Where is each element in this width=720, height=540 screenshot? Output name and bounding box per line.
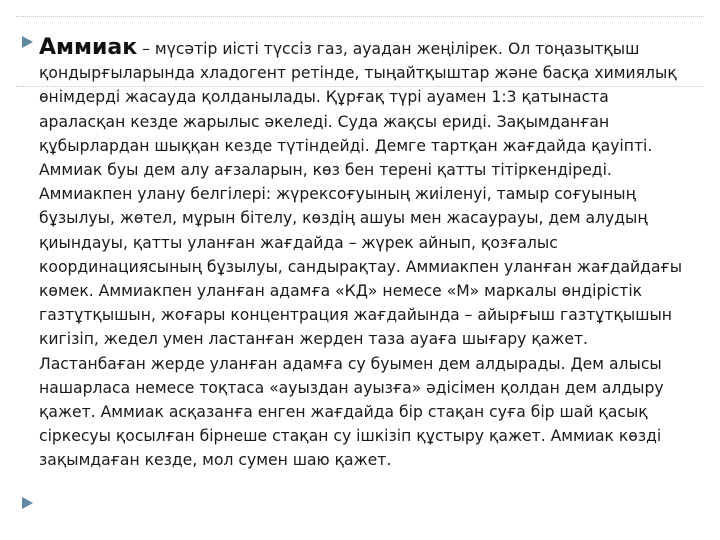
triangle-bullet-icon: [22, 497, 33, 509]
top-divider: [16, 16, 704, 17]
definition-text: мүсәтір иісті түссіз газ, ауадан жеңілірек. Ол тоңазытқыш қондырғыларында хладогент ретінде, тыңайтқыштар және басқа химиялық өнімдерді жасауда қолданылады. Құрғақ түрі ауамен 1:3 қатынаста араласқан кезде жарылыс әкеледі. Суда жақсы ериді. Зақымданған құбырлардан шыққан кезде түтіндейді. Демге тартқан жағдайда қауіпті. Аммиак буы дем алу ағзаларын, көз бен терені қатты тітіркендіреді. Аммиакпен улану белгілері: жүрексоғуының жиіленуі, тамыр соғуының бұзылуы, жөтел, мұрын бітелу, көздің ашуы мен жасаурауы, дем алудың қиындауы, қатты уланған жағдайда – жүрек айнып, қозғалыс координациясының бұзылуы, сандырақтау. Аммиакпен уланған жағдайдағы көмек. Аммиакпен уланған адамға «КД» немесе «М» маркалы өндірістік газтұтқышын, жоғары концентрация жағдайында – айырғыш газтұтқышын кигізіп, жедел умен ластанған жерден таза ауаға шығару қажет. Ластанбаған жерде уланған адамға су буымен дем алдырады. Дем алысы нашарласа немесе тоқтаса «ауыздан ауызға» әдісімен қолдан дем алдыру қажет. Аммиак асқазанға енген жағдайда бір стақан суға бір шай қасық сіркесуы қосылған бірнеше стақан су ішкізіп құстыру қажет. Аммиак көзді зақымдаған кезде, мол сумен шаю қажет.: [39, 40, 683, 470]
term-separator: –: [137, 40, 155, 58]
term-title: Аммиак: [39, 35, 138, 60]
body-text: [39, 36, 684, 473]
triangle-bullet-icon: [22, 36, 33, 48]
